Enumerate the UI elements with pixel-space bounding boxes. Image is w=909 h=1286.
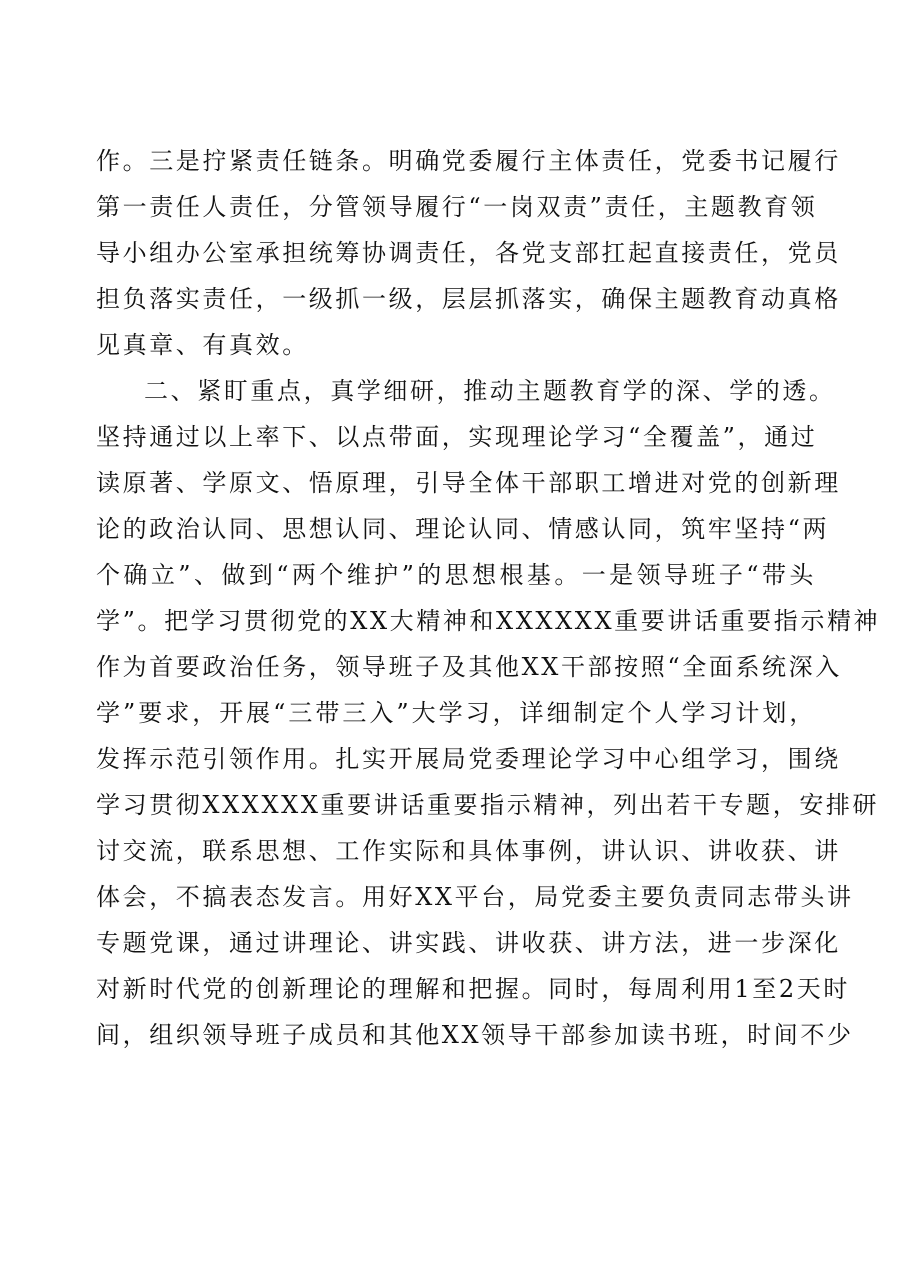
text-line: 学习贯彻XXXXXX重要讲话重要指示精神，列出若干专题，安排研	[96, 791, 880, 819]
text-line: 学”要求，开展“三带三入”大学习，详细制定个人学习计划，	[96, 699, 816, 727]
text-line: 读原著、学原文、悟原理，引导全体干部职工增进对党的创新理	[96, 469, 841, 497]
text-line: 体会，不搞表态发言。用好XX平台，局党委主要负责同志带头讲	[96, 883, 854, 911]
text-line: 导小组办公室承担统筹协调责任，各党支部扛起直接责任，党员	[96, 239, 841, 267]
section-heading-line: 二、紧盯重点，真学细研，推动主题教育学的深、学的透。	[144, 377, 836, 405]
text-line: 坚持通过以上率下、以点带面，实现理论学习“全覆盖”，通过	[96, 423, 818, 451]
text-line: 个确立”、做到“两个维护”的思想根基。一是领导班子“带头	[96, 561, 816, 589]
text-line: 讨交流，联系思想、工作实际和具体事例，讲认识、讲收获、讲	[96, 837, 841, 865]
text-line: 担负落实责任，一级抓一级，层层抓落实，确保主题教育动真格	[96, 285, 841, 313]
body-text	[96, 138, 881, 1058]
text-line: 第一责任人责任，分管领导履行“一岗双责”责任，主题教育领	[96, 193, 818, 221]
text-line: 间，组织领导班子成员和其他XX领导干部参加读书班，时间不少	[96, 1021, 854, 1049]
text-line: 作。三是拧紧责任链条。明确党委履行主体责任，党委书记履行	[96, 147, 841, 175]
text-line: 发挥示范引领作用。扎实开展局党委理论学习中心组学习，围绕	[96, 745, 841, 773]
text-line: 作为首要政治任务，领导班子及其他XX干部按照“全面系统深入	[96, 653, 842, 681]
text-line: 对新时代党的创新理论的理解和把握。同时，每周利用1至2天时	[96, 975, 850, 1003]
text-line: 论的政治认同、思想认同、理论认同、情感认同，筑牢坚持“两	[96, 515, 830, 543]
text-line: 学”。把学习贯彻党的XX大精神和XXXXXX重要讲话重要指示精神	[96, 607, 881, 635]
text-line: 见真章、有真效。	[96, 331, 309, 359]
text-line: 专题党课，通过讲理论、讲实践、讲收获、讲方法，进一步深化	[96, 929, 841, 957]
